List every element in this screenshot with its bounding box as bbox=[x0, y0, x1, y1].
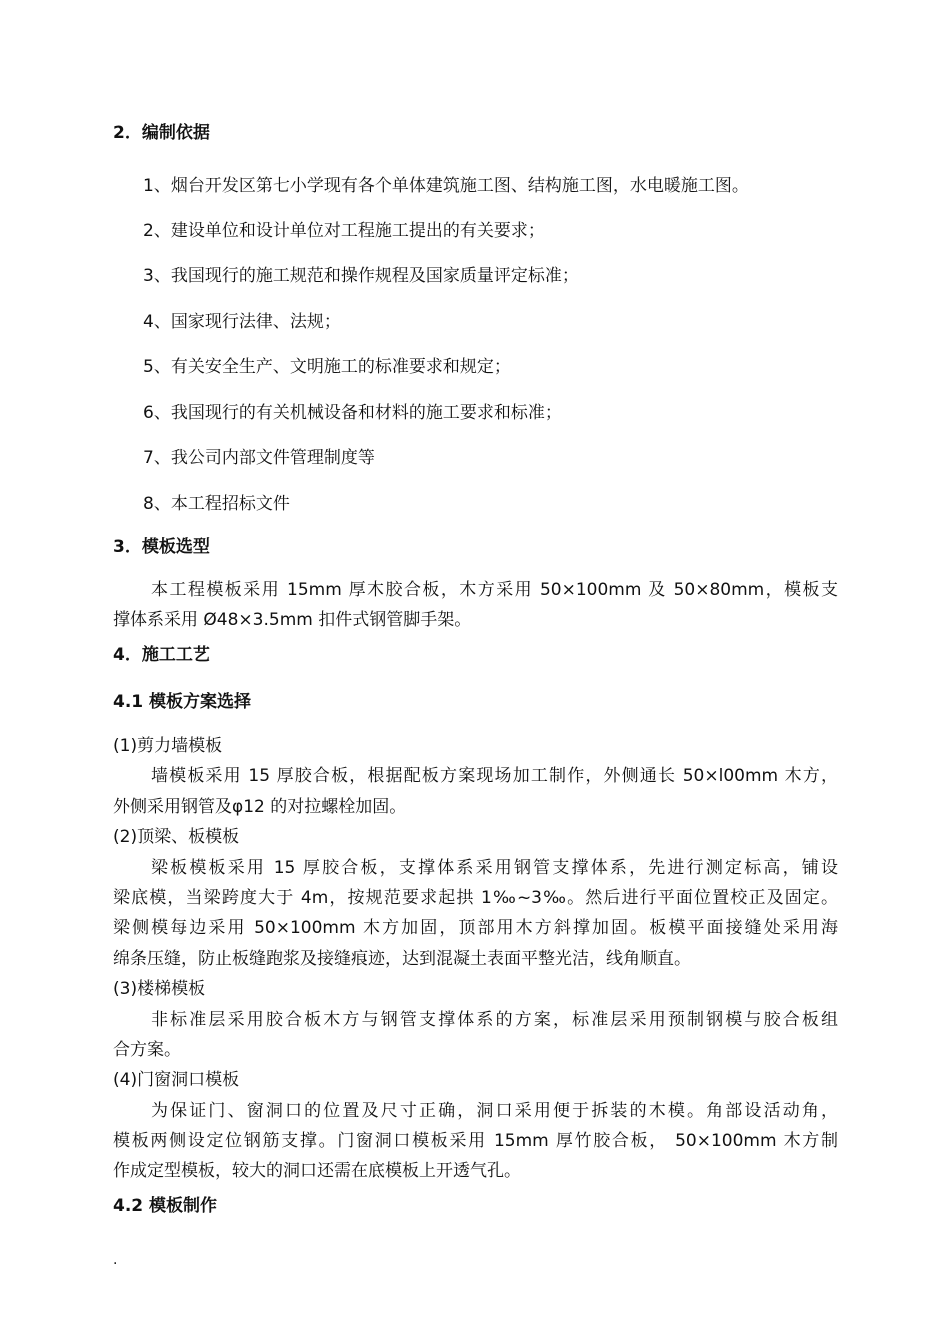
basis-item-2: 2、建设单位和设计单位对工程施工提出的有关要求； bbox=[143, 221, 545, 241]
footer-dot: . bbox=[113, 1252, 118, 1268]
beam-slab-line-4: 绵条压缝，防止板缝跑浆及接缝痕迹，达到混凝土表面平整光洁，线角顺直。 bbox=[113, 949, 691, 969]
section-3-heading: 3．模板选型 bbox=[113, 537, 210, 557]
door-window-line-1: 为保证门、窗洞口的位置及尺寸正确，洞口采用便于拆装的木模。角部设活动角， bbox=[151, 1101, 838, 1121]
section-4-2-heading: 4.2 模板制作 bbox=[113, 1196, 218, 1216]
beam-slab-line-3: 梁侧模每边采用 50×100mm 木方加固，顶部用木方斜撑加固。板模平面接缝处采用海 bbox=[113, 918, 838, 938]
stair-line-2: 合方案。 bbox=[113, 1040, 181, 1060]
shear-wall-title: (1)剪力墙模板 bbox=[113, 736, 223, 756]
formwork-selection-line-1: 本工程模板采用 15mm 厚木胶合板，木方采用 50×100mm 及 50×80mm，模板支 bbox=[151, 580, 838, 600]
basis-item-1: 1、烟台开发区第七小学现有各个单体建筑施工图、结构施工图，水电暖施工图。 bbox=[143, 176, 749, 196]
door-window-title: (4)门窗洞口模板 bbox=[113, 1070, 240, 1090]
shear-wall-line-2: 外侧采用钢管及φ12 的对拉螺栓加固。 bbox=[113, 797, 407, 817]
beam-slab-title: (2)顶梁、板模板 bbox=[113, 827, 240, 847]
basis-item-5: 5、有关安全生产、文明施工的标准要求和规定； bbox=[143, 357, 511, 377]
shear-wall-line-1: 墙模板采用 15 厚胶合板，根据配板方案现场加工制作，外侧通长 50×l00mm 木方， bbox=[151, 766, 838, 786]
stair-title: (3)楼梯模板 bbox=[113, 979, 206, 999]
basis-item-4: 4、国家现行法律、法规； bbox=[143, 312, 341, 332]
beam-slab-line-2: 梁底模，当梁跨度大于 4m，按规范要求起拱 1‰~3‰。然后进行平面位置校正及固定。 bbox=[113, 888, 838, 908]
door-window-line-2: 模板两侧设定位钢筋支撑。门窗洞口模板采用 15mm 厚竹胶合板， 50×100mm 木方制 bbox=[113, 1131, 838, 1151]
section-4-heading: 4．施工工艺 bbox=[113, 645, 210, 665]
section-4-1-heading: 4.1 模板方案选择 bbox=[113, 692, 252, 712]
door-window-line-3: 作成定型模板，较大的洞口还需在底模板上开透气孔。 bbox=[113, 1161, 521, 1181]
basis-item-7: 7、我公司内部文件管理制度等 bbox=[143, 448, 375, 468]
stair-line-1: 非标准层采用胶合板木方与钢管支撑体系的方案，标准层采用预制钢模与胶合板组 bbox=[151, 1010, 838, 1030]
section-2-heading: 2．编制依据 bbox=[113, 123, 210, 143]
beam-slab-line-1: 梁板模板采用 15 厚胶合板，支撑体系采用钢管支撑体系，先进行测定标高，铺设 bbox=[151, 858, 838, 878]
basis-item-3: 3、我国现行的施工规范和操作规程及国家质量评定标准； bbox=[143, 266, 579, 286]
basis-item-8: 8、本工程招标文件 bbox=[143, 494, 290, 514]
formwork-selection-line-2: 撑体系采用 Ø48×3.5mm 扣件式钢管脚手架。 bbox=[113, 610, 472, 630]
basis-item-6: 6、我国现行的有关机械设备和材料的施工要求和标准； bbox=[143, 403, 562, 423]
